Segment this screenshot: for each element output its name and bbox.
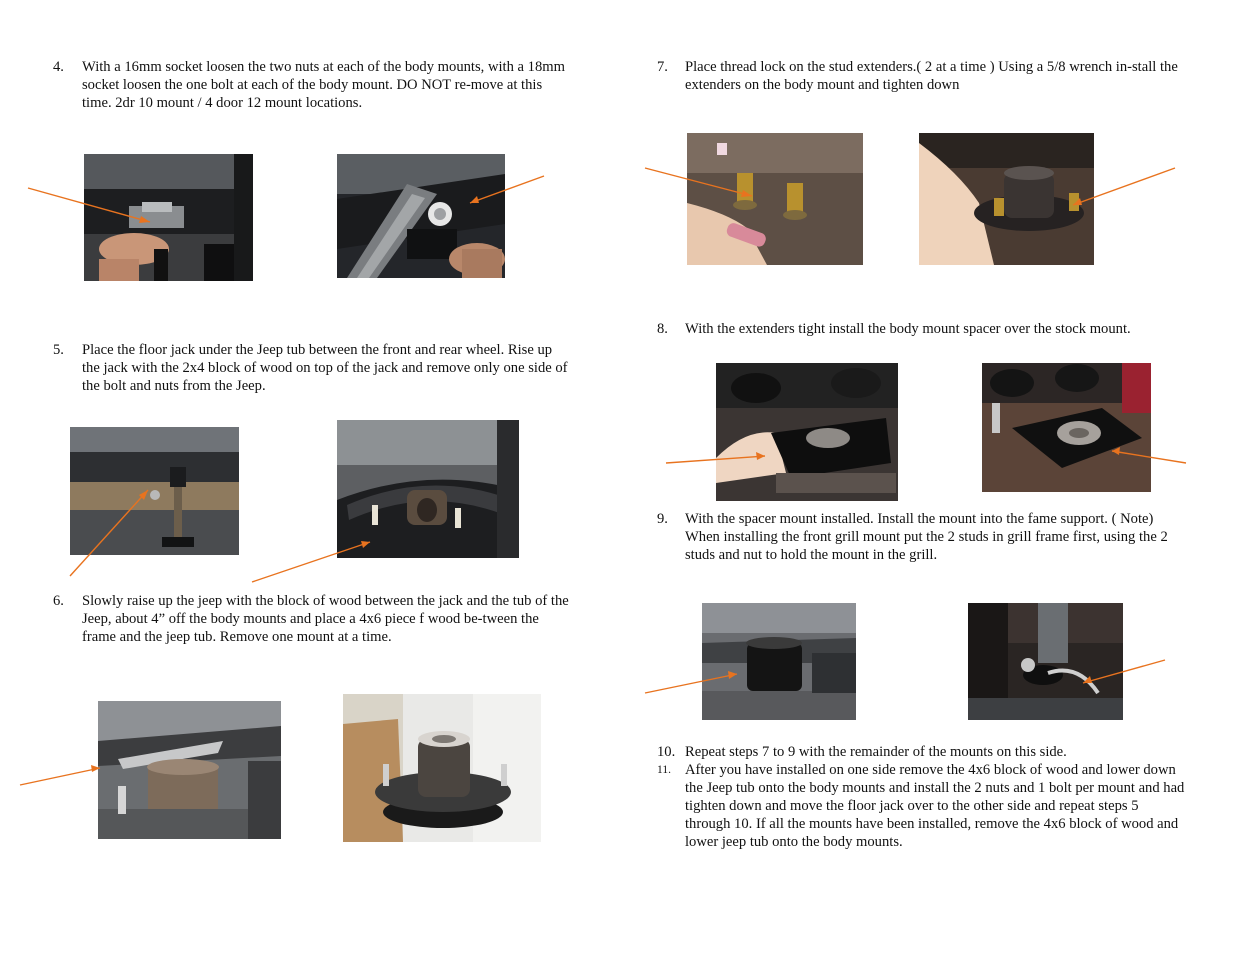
photo-floor-jack-under-tub: [70, 427, 239, 555]
step-5: [53, 341, 573, 397]
photo-frame-mount-loosen: [84, 154, 253, 281]
step-text: After you have installed on one side remove the 4x6 block of wood and lower down the Jeep tub onto the body mounts and install the 2 nuts and 1 bolt per mount and had tighten down and move the floor jack over to the other side and repeat steps 5 through 10. If all the mounts have been installed, remove the 4x6 block of wood and lower jeep tub onto the body mounts.: [685, 762, 1185, 850]
step-text: With the spacer mount installed. Install the mount into the fame support. ( Note) When installing the front grill mount put the 2 studs in grill frame first, using the 2 studs and nut to hold the mount in the grill.: [685, 511, 1168, 563]
step-number: 10.: [657, 744, 676, 760]
step-text: Place thread lock on the stud extenders.( 2 at a time ) Using a 5/8 wrench in-stall the extenders on the body mount and tighten down: [685, 59, 1178, 93]
step-10: [657, 743, 1182, 763]
step-number: 7.: [657, 59, 668, 75]
step-8: [657, 320, 1182, 340]
step-6: [53, 592, 573, 648]
step-number: 6.: [53, 593, 64, 609]
step-text: Slowly raise up the jeep with the block of wood between the jack and the tub of the Jeep, about 4” off the body mounts and place a 4x6 piece f wood be-tween the frame and the jeep tub. Remove one mount at a time.: [82, 593, 569, 645]
step-7: [657, 58, 1182, 96]
photo-mount-bolt-closeup: [337, 154, 505, 278]
photo-grill-mount-studs: [968, 603, 1123, 720]
photo-spacer-installed: [982, 363, 1151, 492]
step-number: 11.: [657, 764, 671, 776]
step-11: [657, 761, 1187, 853]
step-text: With a 16mm socket loosen the two nuts at each of the body mounts, with a 18mm socket loosen the one bolt at each of the body mount. DO NOT re-move at this time. 2dr 10 mount / 4 door 12 mount locations.: [82, 59, 565, 111]
step-9: [657, 510, 1187, 566]
step-number: 4.: [53, 59, 64, 75]
step-4: [53, 58, 573, 114]
photo-mount-removed-studs: [337, 420, 519, 558]
photo-spacer-over-stock-mount: [716, 363, 898, 501]
step-text: With the extenders tight install the body mount spacer over the stock mount.: [685, 321, 1131, 337]
photo-extenders-on-mount: [919, 133, 1094, 265]
photo-removed-body-mount: [343, 694, 541, 842]
arrow-line: [20, 768, 100, 785]
photo-thread-lock-stud-extenders: [687, 133, 863, 265]
photo-wood-block-between-frame: [98, 701, 281, 839]
step-text: Repeat steps 7 to 9 with the remainder of the mounts on this side.: [685, 744, 1067, 760]
photo-mount-in-frame-support: [702, 603, 856, 720]
step-number: 9.: [657, 511, 668, 527]
step-number: 8.: [657, 321, 668, 337]
step-text: Place the floor jack under the Jeep tub between the front and rear wheel. Rise up the jack with the 2x4 block of wood on top of the jack and remove only one side of the bolt and nuts from the Jeep.: [82, 342, 568, 394]
step-number: 5.: [53, 342, 64, 358]
